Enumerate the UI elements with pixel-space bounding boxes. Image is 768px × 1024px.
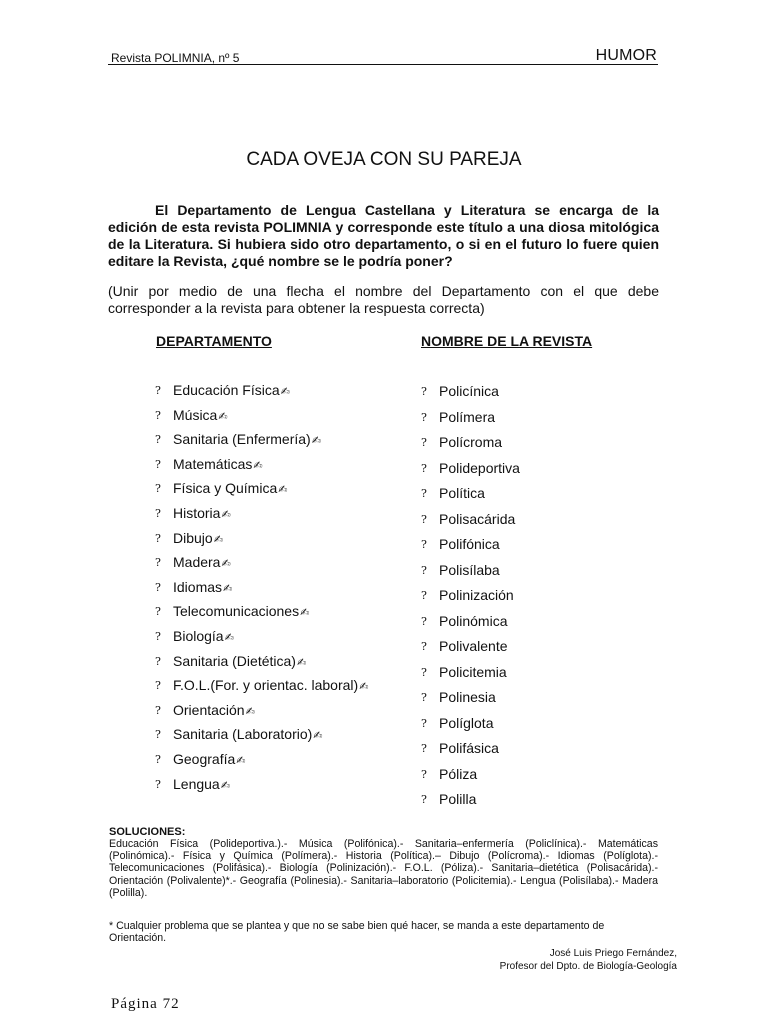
writing-hand-icon: ✍ [311, 434, 321, 448]
item-label [439, 739, 499, 757]
list-item [155, 381, 405, 406]
solutions-title: SOLUCIONES: [109, 826, 186, 838]
list-item [155, 701, 405, 726]
list-item [421, 510, 621, 536]
item-label [173, 578, 232, 598]
list-item [421, 612, 621, 638]
departamento-list [155, 381, 405, 799]
list-item [421, 688, 621, 714]
writing-hand-icon: ✍ [245, 704, 255, 718]
item-text: Idiomas [173, 578, 223, 595]
page-title: CADA OVEJA CON SU PAREJA [246, 149, 522, 170]
item-label [173, 381, 290, 401]
item-label [439, 535, 500, 553]
item-label [439, 612, 507, 630]
bullet-icon: ? [155, 777, 161, 791]
instructions-paragraph: (Unir por medio de una flecha el nombre del Departamento con el que debe corresponder a la revista para obtener la respuesta correcta) [108, 283, 659, 316]
item-text: Polinómica [439, 612, 508, 629]
bullet-icon: ? [155, 384, 161, 397]
item-text: Física y Química [173, 480, 278, 497]
author-name: José Luis Priego Fernández, [549, 948, 677, 959]
page-number: Página 72 [111, 996, 180, 1012]
list-item [155, 627, 405, 652]
bullet-icon: ? [155, 605, 161, 619]
item-text: Política [439, 485, 485, 501]
bullet-icon: ? [421, 793, 427, 806]
list-item [155, 504, 405, 529]
writing-hand-icon: ✍ [253, 458, 263, 472]
item-text: Telecomunicaciones [173, 603, 300, 620]
item-label [173, 553, 231, 573]
writing-hand-icon: ✍ [236, 753, 246, 767]
item-label [173, 725, 323, 745]
item-label [439, 663, 507, 681]
item-label [173, 602, 309, 622]
writing-hand-icon: ✍ [278, 483, 288, 497]
header-divider [108, 64, 658, 65]
item-label [173, 750, 245, 770]
item-label [439, 433, 502, 451]
item-text: F.O.L.(For. y orientac. laboral) [173, 677, 359, 694]
revista-list [421, 382, 621, 816]
item-label [173, 627, 234, 647]
item-label [173, 479, 287, 499]
column-header-revista: NOMBRE DE LA REVISTA [421, 333, 593, 349]
item-text: Geografía [173, 750, 236, 767]
item-text: Lengua [173, 775, 220, 792]
writing-hand-icon: ✍ [220, 778, 230, 792]
list-item [421, 484, 621, 510]
item-text: Orientación [173, 701, 245, 718]
bullet-icon: ? [155, 506, 161, 520]
list-item [155, 602, 405, 627]
list-item [421, 765, 621, 791]
writing-hand-icon: ✍ [218, 409, 228, 423]
item-label [439, 714, 493, 732]
item-text: Dibujo [173, 529, 213, 546]
item-text: Sanitaria (Dietética) [173, 652, 296, 669]
item-label [173, 529, 223, 549]
item-text: Polilla [439, 791, 477, 807]
item-text: Historia [173, 504, 221, 521]
item-label [173, 775, 230, 795]
list-item [421, 408, 621, 434]
bullet-icon: ? [155, 752, 161, 766]
list-item [155, 578, 405, 603]
item-text: Educación Física [173, 382, 280, 398]
list-item [155, 430, 405, 455]
item-text: Polivalente [439, 638, 508, 654]
solutions-text: Educación Física (Polideportiva.).- Música (Polifónica).- Sanitaria–enfermería (Policlínica).- Matemáticas (Polinómica).- Física y Química (Polímera).- Historia (Política).– Dibujo (Polícroma).- Idiomas (Políglota).- Telecomunicaciones (Polifásica).- Biología (Polinización).- F.O.L. (Póliza).- Sanitaria–dietética (Polisacárida).- Orientación (Polivalente)*.- Geografía (Polinesia).- Sanitaria–laboratorio (Policitemia).- Lengua (Polisílaba).- Madera (Polilla). [109, 838, 658, 899]
bullet-icon: ? [155, 679, 161, 693]
item-text: Polifónica [439, 536, 500, 552]
item-text: Polinización [439, 587, 514, 603]
item-text: Polideportiva [439, 459, 520, 476]
item-label [439, 586, 514, 604]
item-label [173, 701, 255, 721]
list-item [421, 790, 621, 816]
item-label [439, 484, 485, 502]
bullet-icon: ? [421, 538, 427, 551]
item-label [173, 455, 263, 475]
item-label [173, 676, 368, 696]
bullet-icon: ? [421, 487, 427, 500]
bullet-icon: ? [155, 457, 161, 471]
bullet-icon: ? [421, 589, 427, 602]
list-item [421, 663, 621, 689]
item-label [439, 765, 477, 783]
item-label [439, 790, 476, 808]
list-item [421, 535, 621, 561]
writing-hand-icon: ✍ [300, 606, 310, 620]
writing-hand-icon: ✍ [221, 507, 231, 521]
list-item [421, 739, 621, 765]
item-label [173, 406, 228, 426]
list-item [155, 676, 405, 701]
item-label [439, 561, 500, 579]
bullet-icon: ? [421, 436, 427, 449]
item-text: Polímera [439, 408, 496, 425]
item-text: Polisílaba [439, 561, 500, 578]
item-text: Polisacárida [439, 510, 516, 527]
writing-hand-icon: ✍ [359, 680, 369, 694]
author-role: Profesor del Dpto. de Biología-Geología [499, 960, 677, 972]
bullet-icon: ? [421, 640, 427, 653]
bullet-icon: ? [155, 482, 161, 496]
writing-hand-icon: ✍ [221, 557, 231, 571]
section-name: HUMOR [595, 47, 657, 64]
column-header-departamento: DEPARTAMENTO [156, 333, 272, 349]
bullet-icon: ? [155, 408, 161, 422]
bullet-icon: ? [421, 563, 427, 577]
item-label [439, 510, 515, 528]
item-label [439, 382, 499, 400]
bullet-icon: ? [155, 654, 161, 668]
bullet-icon: ? [155, 703, 161, 717]
author-signature [500, 948, 677, 973]
writing-hand-icon: ✍ [280, 385, 290, 398]
intro-paragraph: El Departamento de Lengua Castellana y Literatura se encarga de la edición de esta revista POLIMNIA y corresponde este título a una diosa mitológica de la Literatura. Si hubiera sido otro departamento, o si en el futuro lo fuere quien editare la Revista, ¿qué nombre se le podría poner? [108, 202, 659, 269]
bullet-icon: ? [155, 531, 161, 545]
item-text: Policitemia [439, 663, 507, 680]
item-text: Música [173, 406, 218, 423]
writing-hand-icon: ✍ [313, 729, 323, 743]
item-text: Políglota [439, 714, 494, 731]
item-label [439, 637, 508, 655]
item-text: Polifásica [439, 740, 499, 756]
item-text: Sanitaria (Laboratorio) [173, 726, 313, 743]
list-item [421, 586, 621, 612]
bullet-icon: ? [155, 580, 161, 594]
writing-hand-icon: ✍ [224, 630, 234, 644]
list-item [155, 553, 405, 578]
list-item [155, 529, 405, 554]
item-text: Polícroma [439, 434, 503, 450]
item-label [173, 504, 231, 524]
item-text: Matemáticas [173, 455, 253, 472]
list-item [155, 652, 405, 677]
bullet-icon: ? [421, 767, 427, 781]
list-item [421, 714, 621, 740]
bullet-icon: ? [421, 512, 427, 526]
item-label [173, 652, 306, 672]
writing-hand-icon: ✍ [213, 532, 223, 546]
item-label [439, 688, 496, 706]
bullet-icon: ? [155, 629, 161, 643]
item-label [439, 459, 520, 477]
item-text: Policínica [439, 383, 499, 399]
footnote: * Cualquier problema que se plantea y que no se sabe bien qué hacer, se manda a este departamento de Orientación. [109, 920, 605, 945]
bullet-icon: ? [421, 614, 427, 628]
bullet-icon: ? [421, 461, 427, 475]
item-text: Polinesia [439, 689, 496, 705]
list-item [421, 459, 621, 485]
bullet-icon: ? [155, 728, 161, 742]
item-text: Biología [173, 627, 224, 644]
bullet-icon: ? [421, 385, 427, 398]
list-item [421, 637, 621, 663]
item-label [439, 408, 495, 426]
writing-hand-icon: ✍ [223, 581, 233, 595]
bullet-icon: ? [421, 742, 427, 755]
item-text: Madera [173, 554, 221, 571]
item-text: Póliza [439, 765, 478, 782]
list-item [155, 455, 405, 480]
list-item [421, 382, 621, 408]
item-label [173, 430, 321, 450]
bullet-icon: ? [421, 665, 427, 679]
writing-hand-icon: ✍ [296, 655, 307, 669]
bullet-icon: ? [155, 556, 161, 570]
bullet-icon: ? [421, 410, 427, 424]
list-item [421, 561, 621, 587]
journal-name: Revista POLIMNIA, nº 5 [111, 51, 240, 65]
bullet-icon: ? [421, 716, 427, 730]
list-item [155, 725, 405, 750]
list-item [155, 775, 405, 800]
list-item [421, 433, 621, 459]
bullet-icon: ? [155, 433, 161, 447]
list-item [155, 479, 405, 504]
list-item [155, 406, 405, 431]
bullet-icon: ? [421, 691, 427, 704]
list-item [155, 750, 405, 775]
item-text: Sanitaria (Enfermería) [173, 431, 311, 448]
